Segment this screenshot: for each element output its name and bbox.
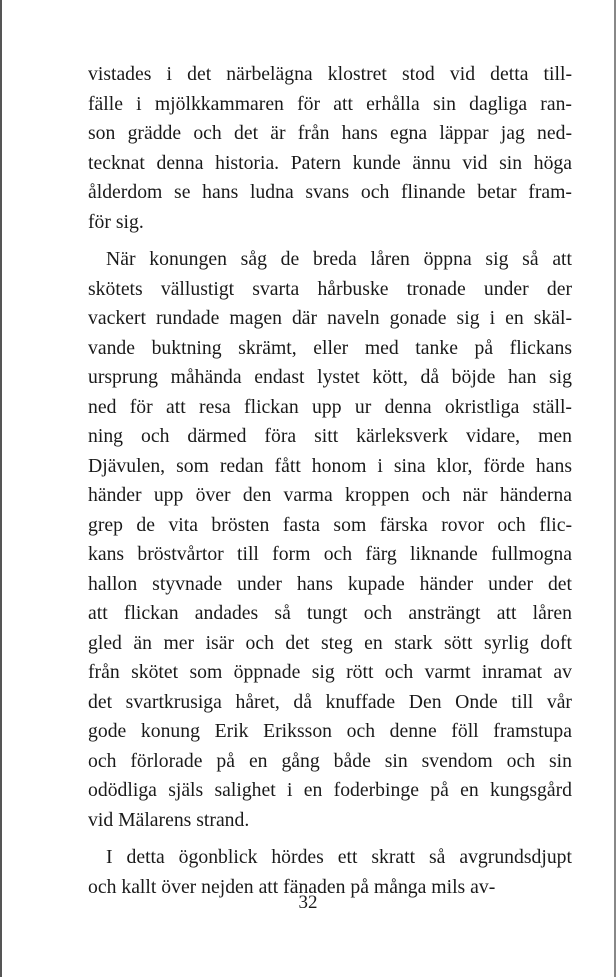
text-line: det svartkrusiga håret, då knuffade Den Onde till vår <box>88 690 572 713</box>
body-text <box>88 60 572 902</box>
text-line: gled än mer isär och det steg en stark sött syrlig doft <box>88 631 572 654</box>
text-line: vid Mälarens strand. <box>88 808 250 831</box>
text-line: gode konung Erik Eriksson och denne föll framstupa <box>88 720 572 742</box>
text-line: vande buktning skrämt, eller med tanke på flickans <box>88 336 572 359</box>
text-line: kans bröstvårtor till form och färg liknande fullmogna <box>88 543 572 565</box>
text-line: ursprung måhända endast lystet kött, då böjde han sig <box>88 366 572 388</box>
text-line: vackert rundade magen där naveln gonade sig i en skäl- <box>88 307 572 329</box>
paragraph <box>88 245 572 835</box>
text-line: för sig. <box>88 210 144 233</box>
text-line: hallon styvnade under hans kupade händer under det <box>88 572 572 595</box>
text-line: grep de vita brösten fasta som färska rovor och flic- <box>88 513 572 536</box>
paragraph-gap <box>88 237 572 245</box>
text-line: händer upp över den varma kroppen och när händerna <box>88 484 572 506</box>
text-line: fälle i mjölkkammaren för att erhålla sin dagliga ran- <box>88 92 572 115</box>
text-line: När konungen såg de breda låren öppna sig så att <box>106 248 572 270</box>
paragraph <box>88 60 572 237</box>
page-number: 32 <box>298 892 318 913</box>
text-line: ålderdom se hans ludna svans och flinande betar fram- <box>88 181 572 203</box>
text-line: vistades i det närbelägna klostret stod vid detta till- <box>88 63 572 85</box>
text-line: och kallt över nejden att fänaden på många mils av- <box>88 875 496 898</box>
text-line: att flickan andades så tungt och ansträngt att låren <box>88 602 572 624</box>
text-line: Djävulen, som redan fått honom i sina klor, förde hans <box>88 454 572 477</box>
text-line: I detta ögonblick hördes ett skratt så avgrundsdjupt <box>106 846 572 868</box>
paragraph-gap <box>88 835 572 843</box>
text-line: från skötet som öppnade sig rött och varmt inramat av <box>88 661 572 683</box>
scan-edge-left <box>0 0 2 977</box>
text-line: skötets vällustigt svarta hårbuske tronade under der <box>88 277 572 300</box>
text-line: son grädde och det är från hans egna läppar jag ned- <box>88 122 572 144</box>
text-line: ning och därmed föra sitt kärleksverk vidare, men <box>88 425 572 447</box>
text-line: ned för att resa flickan upp ur denna okristliga ställ- <box>88 395 572 418</box>
text-line: och förlorade på en gång både sin svendom och sin <box>88 749 572 772</box>
text-line: tecknat denna historia. Patern kunde ännu vid sin höga <box>88 151 572 174</box>
text-line: odödliga själs salighet i en foderbinge på en kungsgård <box>88 779 572 801</box>
